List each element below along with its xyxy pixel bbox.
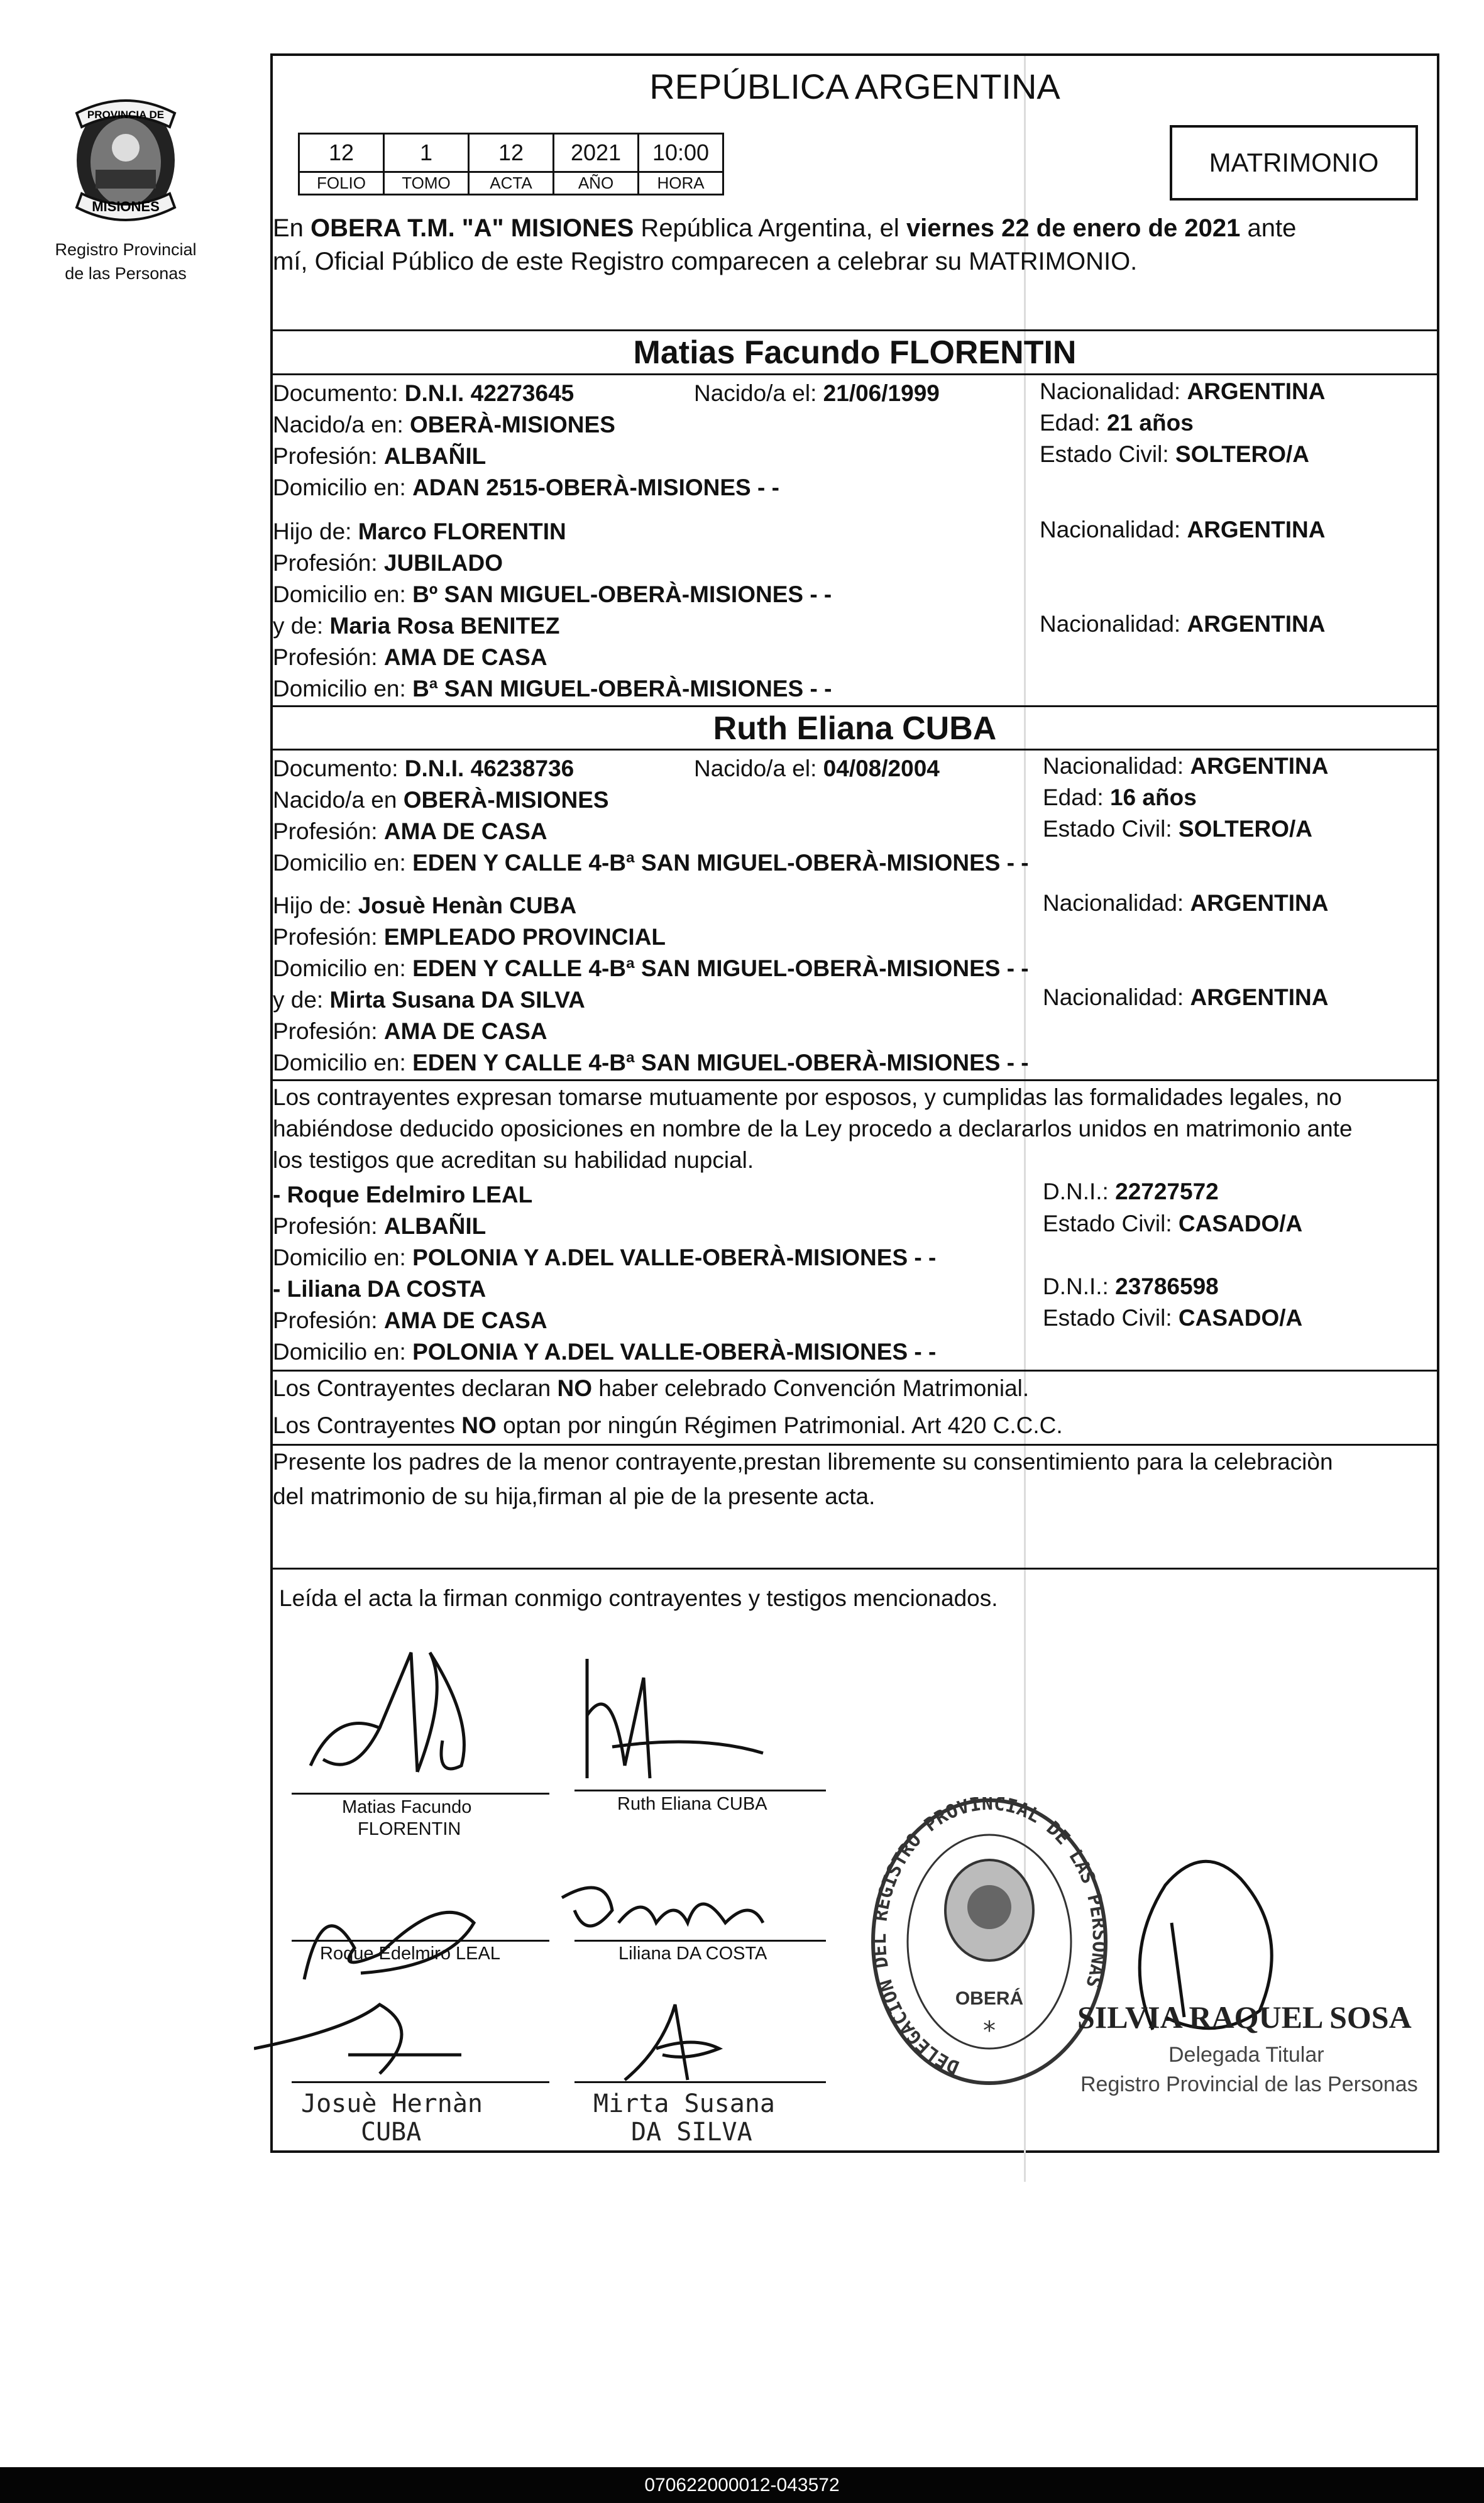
acta-value: 12: [469, 134, 554, 172]
groom-birthdate: Nacido/a el: 21/06/1999: [694, 380, 940, 406]
record-type-box: MATRIMONIO: [1170, 125, 1418, 201]
witness-2-caption: Liliana DA COSTA: [618, 1944, 767, 1964]
bride-profession: Profesión: AMA DE CASA: [273, 818, 547, 844]
bride-birthdate: Nacido/a el: 04/08/2004: [694, 756, 940, 781]
mother-handwritten-name-2: DA SILVA: [631, 2118, 752, 2147]
record-id-table: [298, 133, 724, 195]
tomo-value: 1: [384, 134, 469, 172]
divider: [273, 1568, 1437, 1570]
witness-1-signature-line: [292, 1940, 549, 1942]
mother-signature: [574, 1992, 838, 2093]
witness-2-profession: Profesión: AMA DE CASA: [273, 1307, 547, 1333]
witness-1-caption: Roque Edelmiro LEAL: [320, 1944, 500, 1964]
witness-2-signature-line: [574, 1940, 826, 1942]
logo-caption-2: de las Personas: [65, 264, 187, 283]
bride-nationality: Nacionalidad: ARGENTINA: [1043, 753, 1329, 779]
hora-value: 10:00: [639, 134, 723, 172]
intro-line-2: mí, Oficial Público de este Registro comparecen a celebrar su MATRIMONIO.: [273, 248, 1138, 275]
bride-age: Edad: 16 años: [1043, 784, 1197, 810]
divider: [273, 749, 1437, 751]
bride-mother: y de: Mirta Susana DA SILVA: [273, 987, 585, 1013]
misiones-shield-icon: [63, 88, 189, 233]
groom-civil-status: Estado Civil: SOLTERO/A: [1040, 441, 1310, 467]
bride-mother-profession: Profesión: AMA DE CASA: [273, 1018, 547, 1044]
bride-document: Documento: D.N.I. 46238736: [273, 756, 574, 781]
groom-mother-address: Domicilio en: Bª SAN MIGUEL-OBERÀ-MISIONES - -: [273, 676, 832, 701]
witness-2-name: - Liliana DA COSTA: [273, 1276, 486, 1302]
logo-caption-1: Registro Provincial: [55, 240, 197, 259]
folio-value: 12: [299, 134, 384, 172]
divider: [273, 705, 1437, 707]
bride-father-nationality: Nacionalidad: ARGENTINA: [1043, 890, 1329, 916]
witness-1-profession: Profesión: ALBAÑIL: [273, 1213, 486, 1239]
delegation-seal-icon: [864, 1797, 1115, 2099]
witness-2-address: Domicilio en: POLONIA Y A.DEL VALLE-OBERÀ-MISIONES - -: [273, 1339, 937, 1365]
divider: [273, 373, 1437, 375]
tomo-label: TOMO: [384, 172, 469, 195]
province-logo: [35, 88, 217, 283]
groom-father-address: Domicilio en: Bº SAN MIGUEL-OBERÀ-MISIONES - -: [273, 581, 832, 607]
declaration-line-2: habiéndose deducido oposiciones en nombre de la Ley procedo a declararlos unidos en matrimonio ante: [273, 1116, 1353, 1141]
declaration-line-3: los testigos que acreditan su habilidad nupcial.: [273, 1147, 754, 1173]
groom-father-nationality: Nacionalidad: ARGENTINA: [1040, 517, 1326, 542]
groom-caption-1: Matias Facundo: [342, 1797, 472, 1817]
groom-father-profession: Profesión: JUBILADO: [273, 550, 503, 576]
mother-handwritten-name-1: Mirta Susana: [593, 2089, 775, 2118]
bride-father-profession: Profesión: EMPLEADO PROVINCIAL: [273, 924, 666, 950]
groom-mother: y de: Maria Rosa BENITEZ: [273, 613, 560, 639]
svg-text:OBERÁ: OBERÁ: [955, 1988, 1024, 2009]
bride-father: Hijo de: Josuè Henàn CUBA: [273, 893, 577, 918]
witness-2-civil-status: Estado Civil: CASADO/A: [1043, 1305, 1303, 1331]
witness-1-civil-status: Estado Civil: CASADO/A: [1043, 1211, 1303, 1236]
acta-frame: [270, 53, 1439, 2153]
svg-text:DELEGACION DEL REGISTRO PROVIN: DELEGACION DEL REGISTRO PROVINCIAL DE LAS PERSONAS: [869, 1797, 1111, 2079]
official-title: Delegada Titular: [1168, 2043, 1324, 2067]
divider: [273, 1079, 1437, 1081]
bride-address: Domicilio en: EDEN Y CALLE 4-Bª SAN MIGUEL-OBERÀ-MISIONES - -: [273, 850, 1029, 876]
bride-father-address: Domicilio en: EDEN Y CALLE 4-Bª SAN MIGUEL-OBERÀ-MISIONES - -: [273, 955, 1029, 981]
groom-name: Matias Facundo FLORENTIN: [633, 334, 1077, 371]
father-signature-line: [292, 2081, 549, 2083]
bride-civil-status: Estado Civil: SOLTERO/A: [1043, 816, 1313, 842]
divider: [273, 1444, 1437, 1446]
father-handwritten-name-1: Josuè Hernàn: [301, 2089, 483, 2118]
hora-label: HORA: [639, 172, 723, 195]
groom-signature-line: [292, 1793, 549, 1795]
witness-1-address: Domicilio en: POLONIA Y A.DEL VALLE-OBERÀ-MISIONES - -: [273, 1245, 937, 1270]
bride-signature-line: [574, 1790, 826, 1791]
bride-signature: [574, 1640, 838, 1797]
convention-note: Los Contrayentes declaran NO haber celebrado Convención Matrimonial.: [273, 1375, 1030, 1401]
document-code-bar: 070622000012-043572: [0, 2467, 1484, 2503]
groom-mother-profession: Profesión: AMA DE CASA: [273, 644, 547, 670]
groom-age: Edad: 21 años: [1040, 410, 1194, 436]
groom-address: Domicilio en: ADAN 2515-OBERÀ-MISIONES - -: [273, 475, 779, 500]
bride-name: Ruth Eliana CUBA: [713, 710, 997, 747]
groom-birthplace: Nacido/a en: OBERÀ-MISIONES: [273, 412, 615, 437]
acta-label: ACTA: [469, 172, 554, 195]
witness-1-dni: D.N.I.: 22727572: [1043, 1179, 1219, 1204]
svg-text:*: *: [983, 2016, 996, 2045]
svg-text:PROVINCIA DE: PROVINCIA DE: [87, 109, 165, 121]
page-title: REPÚBLICA ARGENTINA: [649, 67, 1060, 106]
bride-mother-address: Domicilio en: EDEN Y CALLE 4-Bª SAN MIGUEL-OBERÀ-MISIONES - -: [273, 1050, 1029, 1075]
folio-label: FOLIO: [299, 172, 384, 195]
regime-note: Los Contrayentes NO optan por ningún Régimen Patrimonial. Art 420 C.C.C.: [273, 1412, 1063, 1438]
intro-line-1: En OBERA T.M. "A" MISIONES República Argentina, el viernes 22 de enero de 2021 ante: [273, 214, 1297, 242]
divider: [273, 1370, 1437, 1372]
witness-1-name: - Roque Edelmiro LEAL: [273, 1182, 533, 1207]
witness-2-dni: D.N.I.: 23786598: [1043, 1274, 1219, 1299]
groom-document: Documento: D.N.I. 42273645: [273, 380, 574, 406]
groom-nationality: Nacionalidad: ARGENTINA: [1040, 378, 1326, 404]
father-signature: [254, 1992, 518, 2093]
groom-profession: Profesión: ALBAÑIL: [273, 443, 486, 469]
groom-caption-2: FLORENTIN: [358, 1819, 461, 1839]
official-office: Registro Provincial de las Personas: [1080, 2072, 1418, 2096]
svg-text:MISIONES: MISIONES: [92, 199, 160, 214]
witness-2-signature: [549, 1860, 801, 1948]
groom-mother-nationality: Nacionalidad: ARGENTINA: [1040, 611, 1326, 637]
bride-caption: Ruth Eliana CUBA: [617, 1794, 767, 1814]
groom-father: Hijo de: Marco FLORENTIN: [273, 519, 566, 544]
bride-birthplace: Nacido/a en OBERÀ-MISIONES: [273, 787, 609, 813]
anio-value: 2021: [554, 134, 639, 172]
observation-line-2: del matrimonio de su hija,firman al pie de la presente acta.: [273, 1483, 876, 1509]
closing-statement: Leída el acta la firman conmigo contrayentes y testigos mencionados.: [279, 1585, 998, 1611]
official-name: SILVIA RAQUEL SOSA: [1077, 2000, 1412, 2035]
witness-1-signature: [285, 1854, 524, 2005]
father-handwritten-name-2: CUBA: [361, 2118, 422, 2147]
delegation-stamp: [864, 1797, 1115, 2099]
observation-line-1: Presente los padres de la menor contrayente,prestan libremente su consentimiento para la celebraciòn: [273, 1449, 1333, 1475]
anio-label: AÑO: [554, 172, 639, 195]
mother-signature-line: [574, 2081, 826, 2083]
bride-mother-nationality: Nacionalidad: ARGENTINA: [1043, 984, 1329, 1010]
declaration-line-1: Los contrayentes expresan tomarse mutuamente por esposos, y cumplidas las formalidades legales, no: [273, 1084, 1342, 1110]
divider: [273, 329, 1437, 331]
